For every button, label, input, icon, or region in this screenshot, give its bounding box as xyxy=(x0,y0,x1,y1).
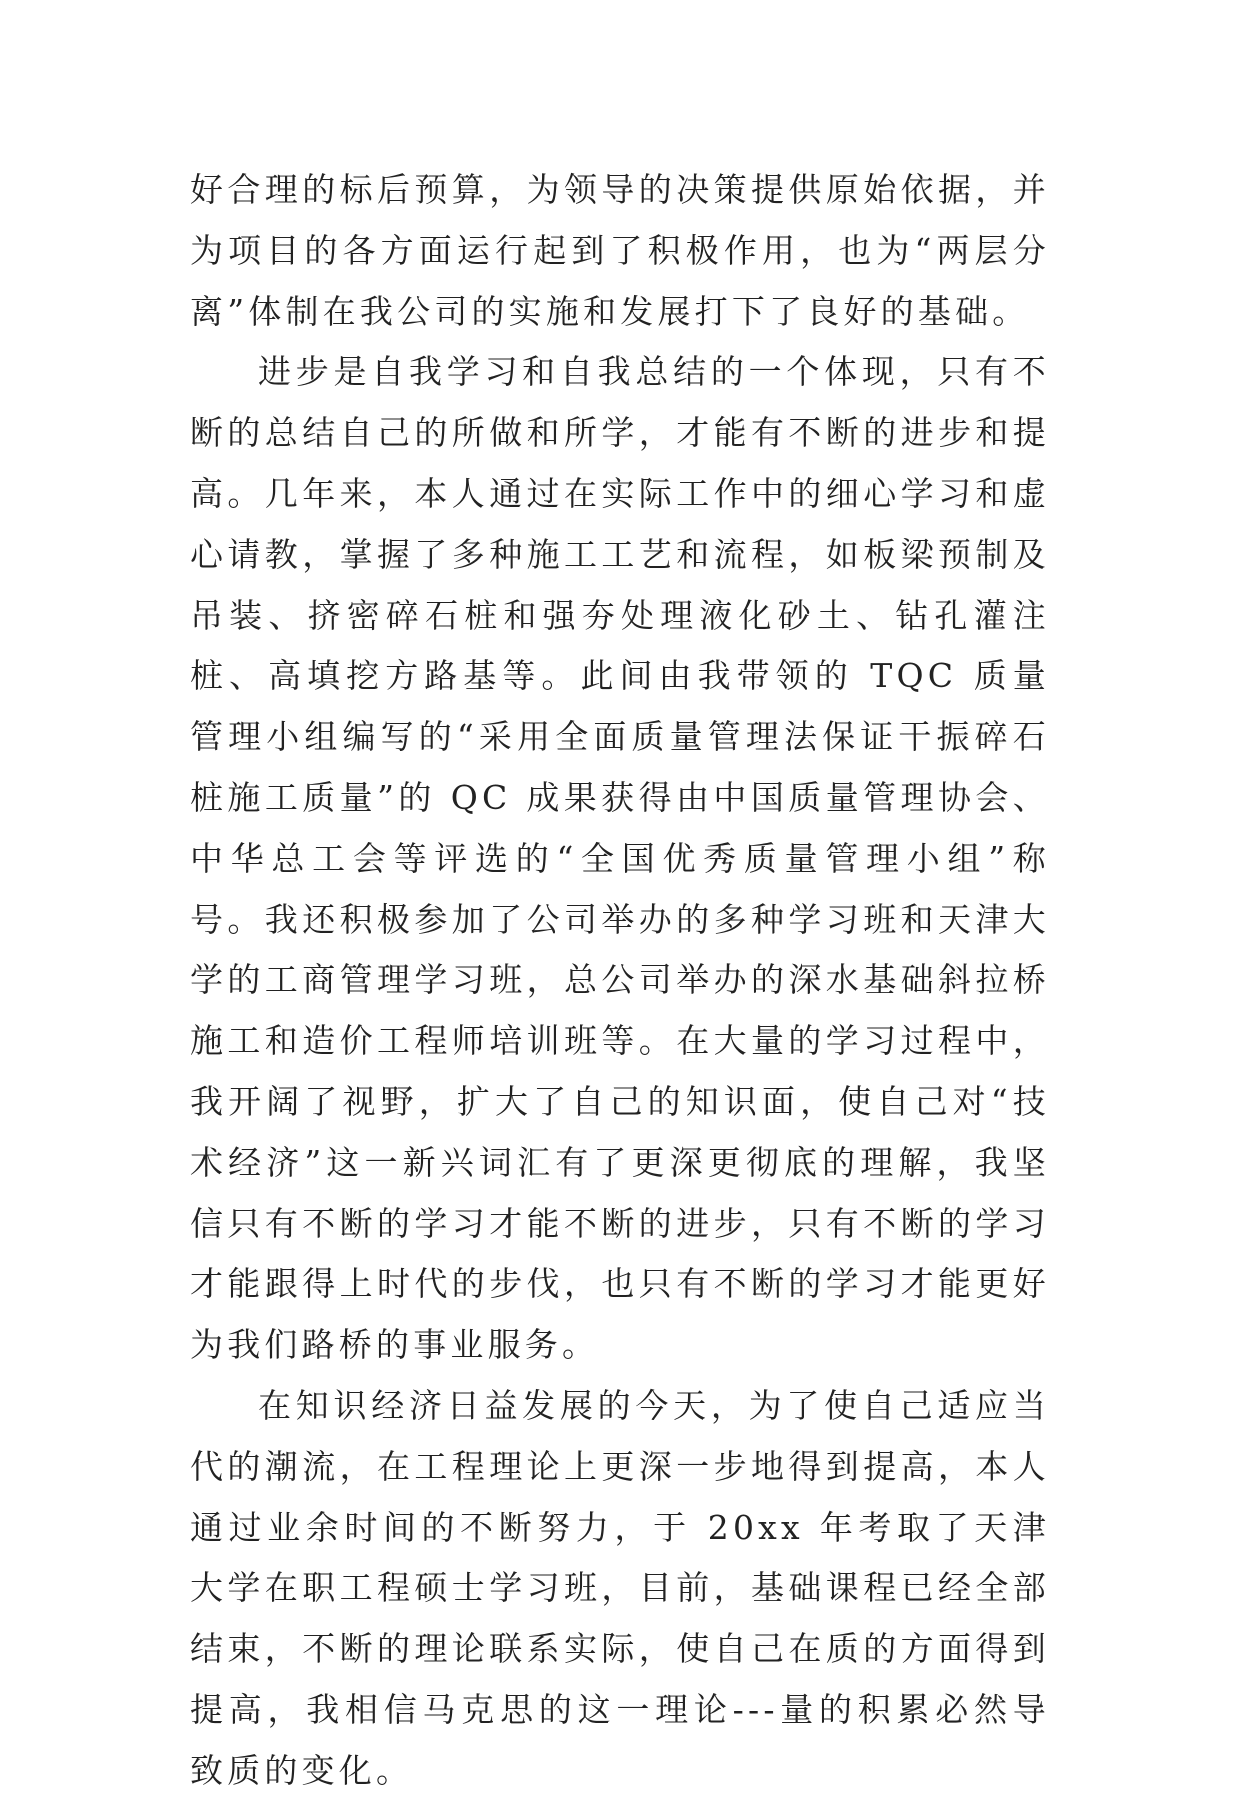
paragraph-3: 在知识经济日益发展的今天，为了使自己适应当代的潮流，在工程理论上更深一步地得到提高，本人通过业余时间的不断努力，于 20xx 年考取了天津大学在职工程硕士学习班，目前，基础课程已经全部结束，不断的理论联系实际，使自己在质的方面得到提高，我相信马克思的这一理论---量的积累必然导致质的变化。 xyxy=(190,1385,1050,1790)
paragraph-1: 好合理的标后预算，为领导的决策提供原始依据，并为项目的各方面运行起到了积极作用，也为“两层分离”体制在我公司的实施和发展打下了良好的基础。 xyxy=(190,170,1050,331)
body-text xyxy=(190,160,1050,1802)
paragraph-2: 进步是自我学习和自我总结的一个体现，只有不断的总结自己的所做和所学，才能有不断的进步和提高。几年来，本人通过在实际工作中的细心学习和虚心请教，掌握了多种施工工艺和流程，如板梁预制及吊装、挤密碎石桩和强夯处理液化砂土、钻孔灌注桩、高填挖方路基等。此间由我带领的 TQC 质量管理小组编写的“采用全面质量管理法保证干振碎石桩施工质量”的 QC 成果获得由中国质量管理协会、中华总工会等评选的“全国优秀质量管理小组”称号。我还积极参加了公司举办的多种学习班和天津大学的工商管理学习班，总公司举办的深水基础斜拉桥施工和造价工程师培训班等。在大量的学习过程中，我开阔了视野，扩大了自己的知识面，使自己对“技术经济”这一新兴词汇有了更深更彻底的理解，我坚信只有不断的学习才能不断的进步，只有不断的学习才能跟得上时代的步伐，也只有不断的学习才能更好为我们路桥的事业服务。 xyxy=(190,352,1050,1365)
